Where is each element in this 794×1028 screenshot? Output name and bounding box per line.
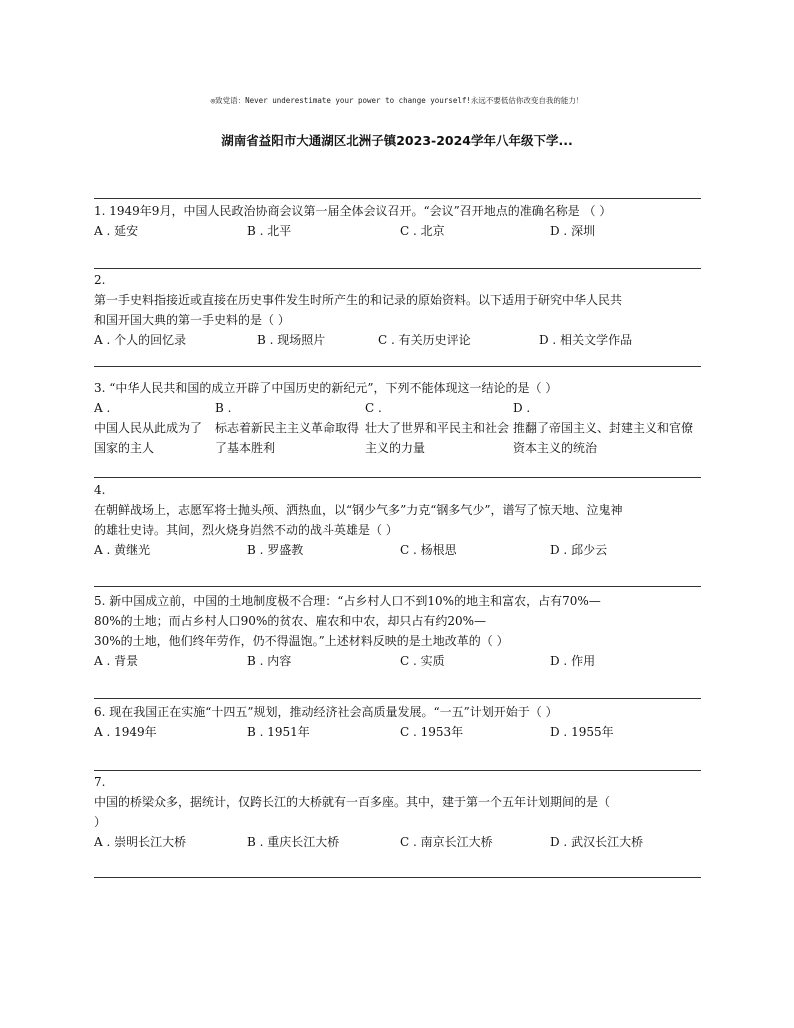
question-text: 80%的土地；而占乡村人口90%的贫农、雇农和中农，却只占有约20%— — [94, 614, 487, 628]
option-a[interactable]: A . 黄继光 — [94, 543, 151, 557]
question-5 — [94, 591, 704, 671]
option-b[interactable]: B . 1951年 — [247, 725, 310, 739]
question-text: 5. 新中国成立前，中国的土地制度极不合理：“占乡村人口不到10%的地主和富农，占有70%— — [94, 594, 601, 608]
question-number: 7. — [94, 775, 106, 789]
question-7 — [94, 772, 704, 852]
option-b[interactable]: B . 内容 — [247, 654, 292, 668]
option-c[interactable]: C . 壮大了世界和平民主和社会主义的力量 — [365, 401, 510, 455]
divider — [94, 770, 701, 771]
question-1 — [94, 201, 704, 241]
option-d[interactable]: D . 深圳 — [550, 224, 596, 238]
option-b[interactable]: B . 标志着新民主主义革命取得了基本胜利 — [215, 401, 360, 455]
question-3 — [94, 378, 704, 460]
option-a[interactable]: A . 延安 — [94, 224, 139, 238]
question-text: 和国开国大典的第一手史料的是（ ） — [94, 313, 290, 327]
option-c[interactable]: C . 北京 — [400, 224, 445, 238]
divider — [94, 268, 701, 269]
option-c[interactable]: C . 1953年 — [400, 725, 464, 739]
question-text: 中国的桥梁众多，据统计，仅跨长江的大桥就有一百多座。其中，建于第一个五年计划期间的是（ — [94, 795, 611, 809]
options-row — [94, 398, 704, 460]
option-c[interactable]: C . 实质 — [400, 654, 445, 668]
question-4 — [94, 480, 704, 560]
motto-line: ◎致党语：Never underestimate your power to change yourself!永远不要低估你改变自我的能力！ — [210, 96, 584, 105]
question-6 — [94, 702, 704, 742]
question-number: 2. — [94, 273, 106, 287]
question-text: 在朝鲜战场上，志愿军将士抛头颅、洒热血，以“钢少气多”力克“钢多气少”，谱写了惊天地、泣鬼神 — [94, 503, 623, 517]
option-d[interactable]: D . 武汉长江大桥 — [550, 835, 644, 849]
options-row — [94, 221, 704, 241]
option-b[interactable]: B . 罗盛教 — [247, 543, 304, 557]
option-b[interactable]: B . 北平 — [247, 224, 292, 238]
question-number: 4. — [94, 483, 106, 497]
option-b[interactable]: B . 重庆长江大桥 — [247, 835, 340, 849]
option-d[interactable]: D . 邱少云 — [550, 543, 608, 557]
question-text: 第一手史料指接近或直接在历史事件发生时所产生的和记录的原始资料。以下适用于研究中华人民共 — [94, 293, 623, 307]
option-b[interactable]: B . 现场照片 — [257, 333, 326, 347]
options-row — [94, 540, 704, 560]
question-text: 6. 现在我国正在实施“十四五”规划，推动经济社会高质量发展。“一五”计划开始于（ ） — [94, 705, 558, 719]
option-c[interactable]: C . 南京长江大桥 — [400, 835, 493, 849]
option-c[interactable]: C . 杨根思 — [400, 543, 457, 557]
divider — [94, 586, 701, 587]
question-2 — [94, 270, 704, 350]
option-d[interactable]: D . 相关文学作品 — [539, 333, 633, 347]
option-d[interactable]: D . 1955年 — [550, 725, 614, 739]
option-a[interactable]: A . 个人的回忆录 — [94, 333, 187, 347]
divider — [94, 477, 701, 478]
question-text: 1. 1949年9月，中国人民政治协商会议第一届全体会议召开。“会议”召开地点的准确名称是 （ ） — [94, 204, 612, 218]
option-a[interactable]: A . 背景 — [94, 654, 139, 668]
option-a[interactable]: A . 中国人民从此成为了国家的主人 — [94, 401, 203, 455]
options-row — [94, 330, 704, 350]
divider — [94, 366, 701, 367]
option-a[interactable]: A . 崇明长江大桥 — [94, 835, 187, 849]
divider — [94, 698, 701, 699]
question-text: 3. “中华人民共和国的成立开辟了中国历史的新纪元”，下列不能体现这一结论的是（ ） — [94, 381, 558, 395]
divider — [94, 198, 701, 199]
divider — [94, 877, 701, 878]
option-c[interactable]: C . 有关历史评论 — [378, 333, 471, 347]
options-row — [94, 651, 704, 671]
option-d[interactable]: D . 推翻了帝国主义、封建主义和官僚资本主义的统治 — [513, 401, 694, 455]
question-text: 的雄壮史诗。其间，烈火烧身岿然不动的战斗英雄是（ ） — [94, 523, 398, 537]
page-title: 湖南省益阳市大通湖区北洲子镇2023-2024学年八年级下学... — [221, 133, 573, 148]
option-a[interactable]: A . 1949年 — [94, 725, 157, 739]
question-text: ） — [94, 815, 107, 829]
options-row — [94, 832, 704, 852]
option-d[interactable]: D . 作用 — [550, 654, 596, 668]
options-row — [94, 722, 704, 742]
question-text: 30%的土地，他们终年劳作，仍不得温饱。”上述材料反映的是土地改革的（ ） — [94, 634, 509, 648]
